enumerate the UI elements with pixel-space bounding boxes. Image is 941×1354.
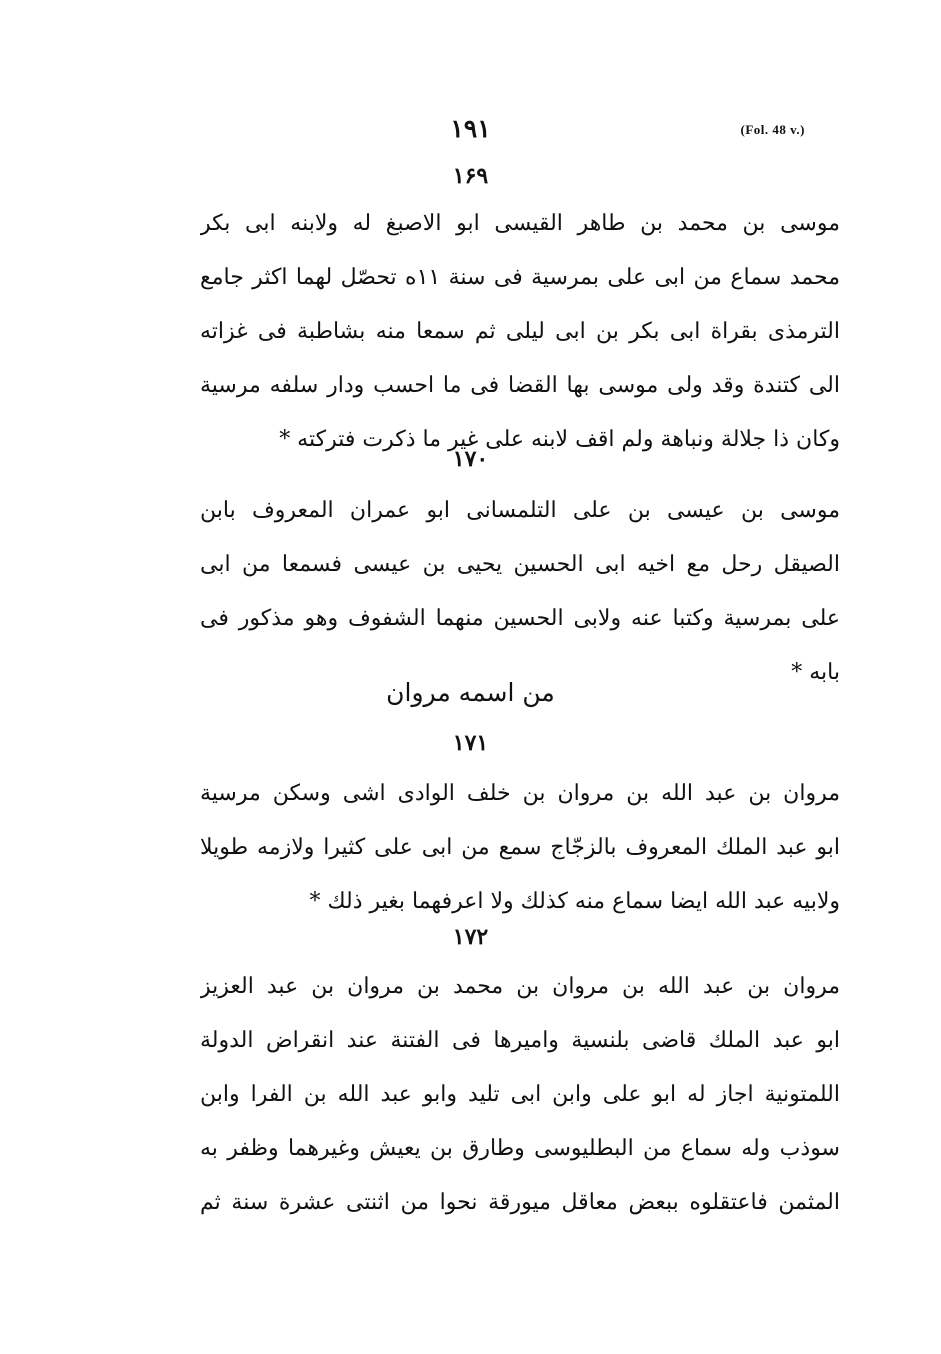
entry-number: ۱۶۹ bbox=[452, 163, 489, 189]
entry-text bbox=[200, 197, 840, 467]
page-number: ۱۹۱ bbox=[450, 114, 491, 143]
entry-text bbox=[200, 484, 840, 700]
text-line: الى كتندة وقد ولى موسى بها القضا فى ما احسب ودار سلفه مرسية bbox=[200, 373, 840, 398]
text-line: الترمذى بقراة ابى بكر بن ابى ليلى ثم سمعا منه بشاطبة فى غزاته bbox=[200, 319, 840, 344]
text-line: موسى بن محمد بن طاهر القيسى ابو الاصبغ له ولابنه ابى بكر bbox=[200, 211, 840, 236]
text-line: مروان بن عبد الله بن مروان بن خلف الوادى اشى وسكن مرسية bbox=[200, 781, 840, 806]
text-line: وكان ذا جلالة ونباهة ولم اقف لابنه على غير ما ذكرت فتركته * bbox=[279, 427, 840, 452]
entry-number: ۱۷۱ bbox=[452, 730, 489, 756]
folio-reference: (Fol. 48 v.) bbox=[740, 122, 805, 137]
text-line: الصيقل رحل مع اخيه ابى الحسين يحيى بن عيسى فسمعا من ابى bbox=[200, 552, 840, 577]
text-line: موسى بن عيسى بن على التلمسانى ابو عمران المعروف بابن bbox=[200, 498, 840, 523]
entry-text bbox=[200, 767, 840, 929]
entry-number: ۱۷۰ bbox=[452, 446, 489, 472]
text-line: محمد سماع من ابى على بمرسية فى سنة ۱۱ه تحصّل لهما اكثر جامع bbox=[200, 265, 840, 290]
text-line: ولابيه عبد الله ايضا سماع منه كذلك ولا اعرفهما بغير ذلك * bbox=[309, 889, 840, 914]
text-line: مروان بن عبد الله بن مروان بن محمد بن مروان بن عبد العزيز bbox=[200, 974, 840, 999]
text-line: ابو عبد الملك قاضى بلنسية واميرها فى الفتنة عند انقراض الدولة bbox=[200, 1028, 840, 1053]
entry-number: ۱۷۲ bbox=[452, 924, 489, 950]
entry-text bbox=[200, 960, 840, 1230]
section-heading: من اسمه مروان bbox=[386, 678, 555, 707]
text-line: على بمرسية وكتبا عنه ولابى الحسين منهما الشفوف وهو مذكور فى bbox=[200, 606, 840, 631]
text-line: سوذب وله سماع من البطليوسى وطارق بن يعيش وغيرهما وظفر به bbox=[200, 1136, 840, 1161]
text-line: اللمتونية اجاز له ابو على وابن ابى تليد وابو عبد الله بن الفرا وابن bbox=[200, 1082, 840, 1107]
text-line: بابه * bbox=[791, 660, 840, 685]
text-line: ابو عبد الملك المعروف بالزجّاج سمع من ابى على كثيرا ولازمه طويلا bbox=[200, 835, 840, 860]
text-line: المثمن فاعتقلوه ببعض معاقل ميورقة نحوا من اثنتى عشرة سنة ثم bbox=[200, 1190, 840, 1215]
